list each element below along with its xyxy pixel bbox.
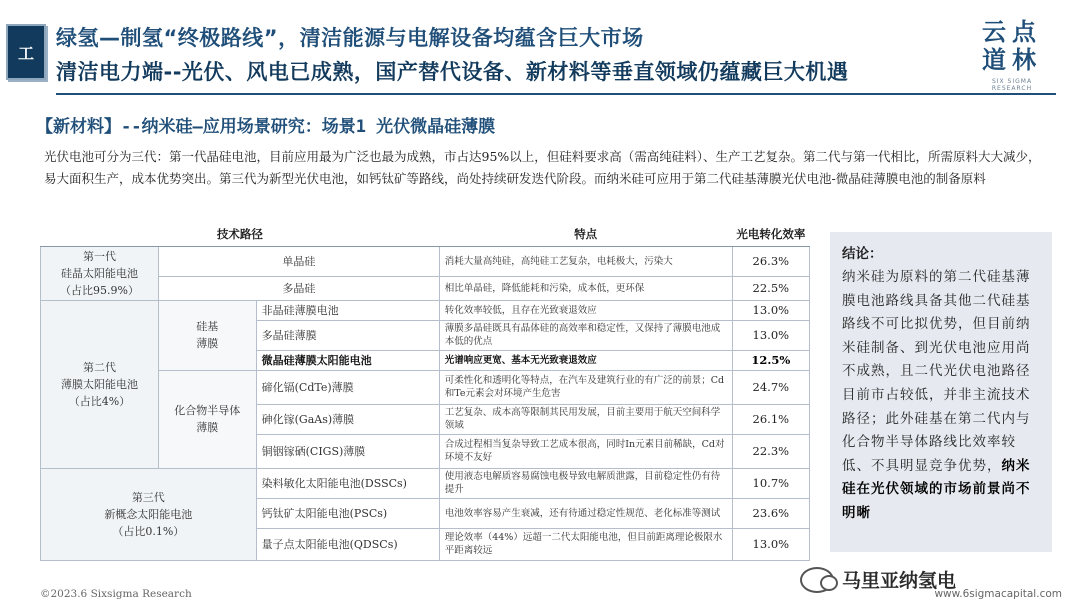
gen1-share: （占比95.9%） xyxy=(60,283,139,297)
wechat-watermark xyxy=(800,566,956,593)
conclusion-body xyxy=(842,266,1042,526)
feature-cell: 可柔性化和透明化等特点，在汽车及建筑行业的有广泛的前景；Cd和Te元素会对环境产生危害 xyxy=(439,370,732,404)
section-title: 【新材料】--纳米硅—应用场景研究：场景1 光伏微晶硅薄膜 xyxy=(36,117,496,137)
gen3-name-2: 新概念太阳能电池 xyxy=(104,507,193,521)
conclusion-box xyxy=(830,232,1052,552)
gen3-name-1: 第三代 xyxy=(131,490,165,504)
brand-cn-top: 云点 xyxy=(982,17,1042,46)
efficiency-cell: 26.3% xyxy=(732,246,809,276)
feature-cell: 电池效率容易产生衰减，还有待通过稳定性规范、老化标准等测试 xyxy=(439,498,732,528)
gen1-name-1: 第一代 xyxy=(82,249,116,263)
gen1-cell xyxy=(41,246,159,300)
efficiency-cell: 22.3% xyxy=(732,434,809,468)
efficiency-cell: 10.7% xyxy=(732,468,809,498)
feature-cell: 使用液态电解质容易腐蚀电极导致电解质泄露，目前稳定性仍有待提升 xyxy=(439,468,732,498)
route-cell: 铜铟镓硒(CIGS)薄膜 xyxy=(256,434,439,468)
watermark-text: 马里亚纳氢电 xyxy=(842,570,957,592)
route-cell: 多晶硅 xyxy=(158,276,439,300)
wechat-icon xyxy=(800,567,834,593)
route-cell: 微晶硅薄膜太阳能电池 xyxy=(256,350,439,370)
gen2-name-2: 薄膜太阳能电池 xyxy=(60,377,138,391)
header-feature: 特点 xyxy=(439,222,732,246)
header-route: 技术路径 xyxy=(41,222,440,246)
title-line-2: 清洁电力端--光伏、风电已成熟，国产替代设备、新材料等垂直领域仍蕴藏巨大机遇 xyxy=(56,60,849,84)
conclusion-bold-text: 纳米硅在光伏领域的市场前景尚不明晰 xyxy=(842,457,1031,521)
footer-copyright: ©2023.6 Sixsigma Research xyxy=(40,588,192,600)
table-header-row xyxy=(41,222,810,246)
route-cell: 砷化镓(GaAs)薄膜 xyxy=(256,404,439,434)
feature-cell: 光谱响应更宽、基本无光致衰退效应 xyxy=(439,350,732,370)
feature-cell: 工艺复杂、成本高等限制其民用发展，目前主要用于航天空间科学领域 xyxy=(439,404,732,434)
route-cell: 单晶硅 xyxy=(158,246,439,276)
table-row xyxy=(41,300,810,320)
table-row xyxy=(41,468,810,498)
gen1-name-2: 硅晶太阳能电池 xyxy=(60,266,138,280)
header-divider xyxy=(56,93,1056,95)
header-efficiency: 光电转化效率 xyxy=(732,222,809,246)
gen2-cell xyxy=(41,300,159,468)
footer-website: www.6sigmacapital.com xyxy=(934,588,1062,600)
brand-en: SIX SIGMA RESEARCH xyxy=(991,78,1033,92)
brand-cn-bottom: 道林 xyxy=(982,45,1042,74)
feature-cell: 消耗大量高纯硅，高纯硅工艺复杂，电耗极大，污染大 xyxy=(439,246,732,276)
efficiency-cell: 13.0% xyxy=(732,528,809,560)
header xyxy=(0,0,1080,92)
route-cell: 量子点太阳能电池(QDSCs) xyxy=(256,528,439,560)
efficiency-cell: 26.1% xyxy=(732,404,809,434)
technology-table xyxy=(40,222,810,561)
feature-cell: 相比单晶硅，降低能耗和污染，成本低，更环保 xyxy=(439,276,732,300)
route-cell: 染料敏化太阳能电池(DSSCs) xyxy=(256,468,439,498)
silicon-film-label-1: 硅基 xyxy=(196,320,219,333)
efficiency-cell: 13.0% xyxy=(732,300,809,320)
feature-cell: 合成过程相当复杂导致工艺成本很高，同时In元素目前稀缺，Cd对环境不友好 xyxy=(439,434,732,468)
silicon-film-cell xyxy=(158,300,256,370)
gen3-cell xyxy=(41,468,257,560)
route-cell: 钙钛矿太阳能电池(PSCs) xyxy=(256,498,439,528)
intro-paragraph: 光伏电池可分为三代：第一代晶硅电池，目前应用最为广泛也最为成熟，市占达95%以上，但硅料要求高（需高纯硅料）、生产工艺复杂。第二代与第一代相比，所需原料大大减少，易大面积生产，成本优势突出。第三代为新型光伏电池，如钙钛矿等路线，尚处持续研发迭代阶段。而纳米硅可应用于第二代硅基薄膜光伏电池-微晶硅薄膜电池的制备原料 xyxy=(44,149,1041,186)
compound-film-label-1: 化合物半导体 xyxy=(174,404,241,417)
compound-film-label-2: 薄膜 xyxy=(196,421,219,434)
gen2-share: （占比4%） xyxy=(68,394,131,408)
efficiency-cell: 12.5% xyxy=(732,350,809,370)
gen3-share: （占比0.1%） xyxy=(112,524,185,538)
brand-logo xyxy=(972,18,1052,92)
route-cell: 碲化镉(CdTe)薄膜 xyxy=(256,370,439,404)
feature-cell: 转化效率较低，且存在光致衰退效应 xyxy=(439,300,732,320)
route-cell: 非晶硅薄膜电池 xyxy=(256,300,439,320)
logo-badge xyxy=(6,24,46,80)
feature-cell: 薄膜多晶硅既具有晶体硅的高效率和稳定性，又保持了薄膜电池成本低的优点 xyxy=(439,320,732,350)
conclusion-title: 结论： xyxy=(842,246,883,262)
silicon-film-label-2: 薄膜 xyxy=(196,337,219,350)
gen2-name-1: 第二代 xyxy=(82,360,116,374)
compound-film-cell xyxy=(158,370,256,468)
conclusion-text: 纳米硅为原料的第二代硅基薄膜电池路线具备其他二代硅基路线不可比拟优势，但目前纳米硅制备、到光伏电池应用尚不成熟，且二代光伏电池路径目前市占较低，并非主流技术路径；此外硅基在第二代内与化合物半导体路线比效率较低、不具明显竞争优势， xyxy=(842,269,1031,474)
title-line-1: 绿氢—制氢“终极路线”，清洁能源与电解设备均蕴含巨大市场 xyxy=(56,26,644,50)
route-cell: 多晶硅薄膜 xyxy=(256,320,439,350)
table-row xyxy=(41,246,810,276)
efficiency-cell: 24.7% xyxy=(732,370,809,404)
logo-char: 工 xyxy=(17,43,34,63)
feature-cell: 理论效率（44%）远超一二代太阳能电池，但目前距离理论极限水平距离较远 xyxy=(439,528,732,560)
efficiency-cell: 13.0% xyxy=(732,320,809,350)
efficiency-cell: 22.5% xyxy=(732,276,809,300)
efficiency-cell: 23.6% xyxy=(732,498,809,528)
